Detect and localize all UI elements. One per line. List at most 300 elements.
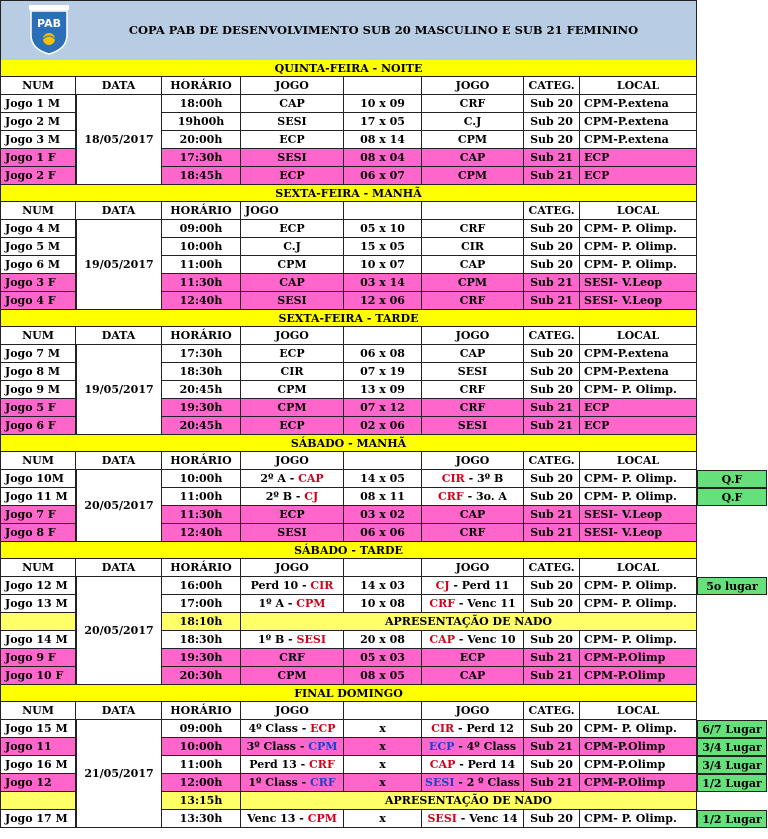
- game-score: 06 x 06: [344, 524, 422, 542]
- column-header: LOCAL: [580, 452, 697, 470]
- game-location: CPM-P.extena: [580, 113, 697, 131]
- game-number: Jogo 7 M: [0, 345, 76, 363]
- team-name: CPM: [307, 812, 337, 825]
- column-header: [344, 202, 422, 220]
- team-away: [422, 470, 524, 488]
- game-category: Sub 21: [524, 149, 580, 167]
- game-number: [0, 613, 76, 631]
- game-number: Jogo 1 F: [0, 149, 76, 167]
- game-score: 20 x 08: [344, 631, 422, 649]
- game-number: Jogo 2 M: [0, 113, 76, 131]
- team-home: ECP: [241, 506, 344, 524]
- game-category: Sub 20: [524, 345, 580, 363]
- game-number: Jogo 4 F: [0, 292, 76, 310]
- game-score: x: [344, 810, 422, 828]
- team-away: CRF: [422, 524, 524, 542]
- game-location: CPM-P.extena: [580, 363, 697, 381]
- pab-logo: [29, 5, 69, 55]
- team-away: CAP: [422, 667, 524, 685]
- game-time: 20:45h: [162, 381, 241, 399]
- game-time: 09:00h: [162, 720, 241, 738]
- game-location: ECP: [580, 417, 697, 435]
- team-away: [422, 774, 524, 792]
- game-number: Jogo 4 M: [0, 220, 76, 238]
- game-time: 17:00h: [162, 595, 241, 613]
- team-name: CRF: [429, 597, 456, 610]
- game-location: CPM- P. Olimp.: [580, 720, 697, 738]
- column-header: DATA: [76, 202, 162, 220]
- team-away: [422, 720, 524, 738]
- game-category: Sub 20: [524, 95, 580, 113]
- game-location: SESI- V.Leop: [580, 506, 697, 524]
- game-number: Jogo 8 F: [0, 524, 76, 542]
- team-seed: - 2 º Class: [454, 776, 520, 789]
- stage-badge: 1/2 Lugar: [697, 774, 767, 792]
- team-away: CRF: [422, 399, 524, 417]
- game-category: Sub 20: [524, 256, 580, 274]
- column-header: CATEG.: [524, 202, 580, 220]
- team-home: ECP: [241, 131, 344, 149]
- game-location: CPM- P. Olimp.: [580, 220, 697, 238]
- game-number: Jogo 15 M: [0, 720, 76, 738]
- game-time: 11:00h: [162, 256, 241, 274]
- game-score: 14 x 03: [344, 577, 422, 595]
- team-home: [241, 488, 344, 506]
- team-away: ECP: [422, 649, 524, 667]
- stage-badge: 6/7 Lugar: [697, 720, 767, 738]
- game-score: 17 x 05: [344, 113, 422, 131]
- game-category: Sub 20: [524, 131, 580, 149]
- team-name: CIR: [431, 722, 455, 735]
- team-home: ECP: [241, 417, 344, 435]
- team-away: CAP: [422, 345, 524, 363]
- stage-badge: 3/4 Lugar: [697, 756, 767, 774]
- banner-text: APRESENTAÇÃO DE NADO: [241, 613, 697, 631]
- game-category: Sub 20: [524, 577, 580, 595]
- team-away: CAP: [422, 256, 524, 274]
- game-date: 19/05/2017: [76, 220, 162, 310]
- team-seed: - 3º B: [464, 472, 504, 485]
- game-category: Sub 20: [524, 720, 580, 738]
- game-category: Sub 21: [524, 399, 580, 417]
- game-category: Sub 21: [524, 649, 580, 667]
- team-home: [241, 577, 344, 595]
- game-score: 12 x 06: [344, 292, 422, 310]
- game-category: Sub 21: [524, 506, 580, 524]
- section-title: SEXTA-FEIRA - MANHÃ: [0, 185, 697, 202]
- column-header: DATA: [76, 452, 162, 470]
- game-time: 19h00h: [162, 113, 241, 131]
- game-score: 06 x 08: [344, 345, 422, 363]
- column-header-row: [0, 77, 697, 95]
- team-away: CPM: [422, 131, 524, 149]
- game-category: Sub 20: [524, 488, 580, 506]
- team-name: SESI: [427, 812, 457, 825]
- game-number: Jogo 10 F: [0, 667, 76, 685]
- game-time: 17:30h: [162, 149, 241, 167]
- game-score: 08 x 11: [344, 488, 422, 506]
- column-header: CATEG.: [524, 702, 580, 720]
- game-number: Jogo 7 F: [0, 506, 76, 524]
- game-time: 10:00h: [162, 738, 241, 756]
- team-seed: - Venc 14: [456, 812, 518, 825]
- game-category: Sub 21: [524, 167, 580, 185]
- banner-text: APRESENTAÇÃO DE NADO: [241, 792, 697, 810]
- column-header: HORÁRIO: [162, 202, 241, 220]
- game-time: 10:00h: [162, 238, 241, 256]
- team-away: CRF: [422, 95, 524, 113]
- team-name: CJ: [304, 490, 319, 503]
- column-header: HORÁRIO: [162, 77, 241, 95]
- game-location: CPM-P.Olimp: [580, 667, 697, 685]
- team-away: [422, 631, 524, 649]
- column-header: [344, 559, 422, 577]
- column-header: DATA: [76, 702, 162, 720]
- team-home: CRF: [241, 649, 344, 667]
- team-away: CPM: [422, 274, 524, 292]
- game-score: 10 x 09: [344, 95, 422, 113]
- game-location: SESI- V.Leop: [580, 274, 697, 292]
- team-seed: Venc 13 -: [247, 812, 308, 825]
- team-home: CIR: [241, 363, 344, 381]
- column-header: HORÁRIO: [162, 559, 241, 577]
- game-number: Jogo 12: [0, 774, 76, 792]
- column-header: JOGO: [422, 559, 524, 577]
- game-number: [0, 792, 76, 810]
- game-time: 20:00h: [162, 131, 241, 149]
- column-header-row: [0, 559, 697, 577]
- game-category: Sub 21: [524, 417, 580, 435]
- game-number: Jogo 11: [0, 738, 76, 756]
- column-header: [344, 702, 422, 720]
- game-score: 15 x 05: [344, 238, 422, 256]
- game-location: CPM- P. Olimp.: [580, 810, 697, 828]
- team-away: CRF: [422, 381, 524, 399]
- team-home: [241, 738, 344, 756]
- game-category: Sub 21: [524, 774, 580, 792]
- team-home: [241, 774, 344, 792]
- game-score: 08 x 05: [344, 667, 422, 685]
- team-seed: - Perd 14: [455, 758, 516, 771]
- game-time: 19:30h: [162, 399, 241, 417]
- game-number: Jogo 14 M: [0, 631, 76, 649]
- game-location: CPM-P.Olimp: [580, 774, 697, 792]
- team-name: ECP: [428, 740, 455, 753]
- column-header: LOCAL: [580, 77, 697, 95]
- team-name: CIR: [310, 579, 334, 592]
- game-score: 03 x 14: [344, 274, 422, 292]
- team-home: CAP: [241, 95, 344, 113]
- game-location: ECP: [580, 167, 697, 185]
- column-header-row: [0, 202, 697, 220]
- game-location: CPM- P. Olimp.: [580, 256, 697, 274]
- game-time: 10:00h: [162, 470, 241, 488]
- team-home: SESI: [241, 113, 344, 131]
- game-location: CPM- P. Olimp.: [580, 470, 697, 488]
- column-header: JOGO: [422, 77, 524, 95]
- team-home: [241, 810, 344, 828]
- team-home: C.J: [241, 238, 344, 256]
- column-header: NUM: [0, 77, 76, 95]
- section-title: FINAL DOMINGO: [0, 685, 697, 702]
- game-category: Sub 20: [524, 810, 580, 828]
- column-header: CATEG.: [524, 77, 580, 95]
- team-home: [241, 756, 344, 774]
- game-number: Jogo 6 F: [0, 417, 76, 435]
- game-location: SESI- V.Leop: [580, 292, 697, 310]
- column-header: NUM: [0, 452, 76, 470]
- team-seed: - Perd 11: [449, 579, 510, 592]
- column-header: JOGO: [422, 452, 524, 470]
- column-header: HORÁRIO: [162, 702, 241, 720]
- game-time: 18:30h: [162, 631, 241, 649]
- section-title: SÁBADO - MANHÃ: [0, 435, 697, 452]
- game-time: 12:00h: [162, 774, 241, 792]
- team-home: ECP: [241, 167, 344, 185]
- team-away: SESI: [422, 363, 524, 381]
- column-header: NUM: [0, 702, 76, 720]
- game-location: CPM-P.Olimp: [580, 649, 697, 667]
- team-seed: 1º A -: [258, 597, 297, 610]
- game-date: 21/05/2017: [76, 720, 162, 828]
- team-away: CIR: [422, 238, 524, 256]
- section-title: SÁBADO - TARDE: [0, 542, 697, 559]
- column-header: NUM: [0, 559, 76, 577]
- column-header: JOGO: [241, 559, 344, 577]
- column-header: JOGO: [422, 702, 524, 720]
- game-number: Jogo 3 F: [0, 274, 76, 292]
- team-away: [422, 488, 524, 506]
- column-header: [344, 327, 422, 345]
- stage-badge: Q.F: [697, 470, 767, 488]
- column-header: HORÁRIO: [162, 452, 241, 470]
- team-name: CAP: [429, 633, 455, 646]
- game-date: 19/05/2017: [76, 345, 162, 435]
- team-seed: - 4º Class: [454, 740, 517, 753]
- game-time: 12:40h: [162, 292, 241, 310]
- page-title: COPA PAB DE DESENVOLVIMENTO SUB 20 MASCULINO E SUB 21 FEMININO: [128, 23, 639, 37]
- game-category: Sub 20: [524, 381, 580, 399]
- column-header: JOGO: [241, 202, 344, 220]
- team-away: CRF: [422, 292, 524, 310]
- column-header: NUM: [0, 327, 76, 345]
- game-location: CPM-P.Olimp: [580, 738, 697, 756]
- game-time: 09:00h: [162, 220, 241, 238]
- game-number: Jogo 8 M: [0, 363, 76, 381]
- team-seed: 2º B -: [265, 490, 305, 503]
- game-number: Jogo 12 M: [0, 577, 76, 595]
- team-away: CRF: [422, 220, 524, 238]
- game-score: 08 x 14: [344, 131, 422, 149]
- game-number: Jogo 5 F: [0, 399, 76, 417]
- game-location: SESI- V.Leop: [580, 524, 697, 542]
- section-title: QUINTA-FEIRA - NOITE: [0, 60, 697, 77]
- game-time: 18:45h: [162, 167, 241, 185]
- game-category: Sub 20: [524, 595, 580, 613]
- game-time: 13:30h: [162, 810, 241, 828]
- column-header-row: [0, 327, 697, 345]
- game-time: 12:40h: [162, 524, 241, 542]
- team-seed: Perd 13 -: [249, 758, 310, 771]
- game-location: CPM-P.Olimp: [580, 756, 697, 774]
- column-header: [422, 202, 524, 220]
- column-header-row: [0, 452, 697, 470]
- team-away: SESI: [422, 417, 524, 435]
- team-home: CPM: [241, 667, 344, 685]
- game-score: 03 x 02: [344, 506, 422, 524]
- team-away: [422, 756, 524, 774]
- game-score: 07 x 12: [344, 399, 422, 417]
- game-number: Jogo 13 M: [0, 595, 76, 613]
- column-header: JOGO: [241, 77, 344, 95]
- game-score: x: [344, 774, 422, 792]
- column-header: LOCAL: [580, 702, 697, 720]
- game-date: 20/05/2017: [76, 470, 162, 542]
- column-header: DATA: [76, 77, 162, 95]
- game-category: Sub 20: [524, 756, 580, 774]
- column-header: CATEG.: [524, 327, 580, 345]
- game-category: Sub 20: [524, 220, 580, 238]
- game-category: Sub 20: [524, 113, 580, 131]
- game-location: CPM- P. Olimp.: [580, 577, 697, 595]
- column-header: JOGO: [241, 327, 344, 345]
- team-seed: 1º B -: [258, 633, 297, 646]
- team-away: CAP: [422, 149, 524, 167]
- game-score: 13 x 09: [344, 381, 422, 399]
- sheet-header: [0, 0, 697, 61]
- column-header: [344, 77, 422, 95]
- game-time: 20:45h: [162, 417, 241, 435]
- team-away: CAP: [422, 506, 524, 524]
- team-home: ECP: [241, 345, 344, 363]
- game-time: 16:00h: [162, 577, 241, 595]
- game-number: Jogo 10M: [0, 470, 76, 488]
- game-category: Sub 21: [524, 292, 580, 310]
- stage-badge: 3/4 Lugar: [697, 738, 767, 756]
- game-time: 11:30h: [162, 274, 241, 292]
- game-score: 08 x 04: [344, 149, 422, 167]
- game-location: CPM-P.extena: [580, 131, 697, 149]
- team-seed: 2º A -: [260, 472, 299, 485]
- team-home: SESI: [241, 524, 344, 542]
- game-score: 07 x 19: [344, 363, 422, 381]
- game-number: Jogo 2 F: [0, 167, 76, 185]
- team-name: CPM: [308, 740, 338, 753]
- section-title: SEXTA-FEIRA - TARDE: [0, 310, 697, 327]
- team-home: CPM: [241, 381, 344, 399]
- team-away: [422, 595, 524, 613]
- game-score: 14 x 05: [344, 470, 422, 488]
- game-number: Jogo 16 M: [0, 756, 76, 774]
- column-header: NUM: [0, 202, 76, 220]
- team-name: CRF: [309, 758, 335, 771]
- game-location: CPM-P.extena: [580, 345, 697, 363]
- column-header: JOGO: [241, 702, 344, 720]
- game-category: Sub 20: [524, 631, 580, 649]
- game-location: ECP: [580, 149, 697, 167]
- game-location: CPM- P. Olimp.: [580, 595, 697, 613]
- team-seed: - Venc 11: [455, 597, 516, 610]
- game-date: 18/05/2017: [76, 95, 162, 185]
- team-home: [241, 470, 344, 488]
- game-time: 11:00h: [162, 488, 241, 506]
- column-header: HORÁRIO: [162, 327, 241, 345]
- column-header: LOCAL: [580, 202, 697, 220]
- stage-badge: 1/2 Lugar: [697, 810, 767, 828]
- game-time: 18:30h: [162, 363, 241, 381]
- game-number: Jogo 1 M: [0, 95, 76, 113]
- team-away: [422, 810, 524, 828]
- game-number: Jogo 5 M: [0, 238, 76, 256]
- team-name: CAP: [298, 472, 324, 485]
- column-header: DATA: [76, 559, 162, 577]
- column-header-row: [0, 702, 697, 720]
- team-away: [422, 738, 524, 756]
- svg-text:PAB: PAB: [37, 17, 61, 30]
- team-away: [422, 577, 524, 595]
- team-name: CRF: [438, 490, 464, 503]
- game-category: Sub 20: [524, 470, 580, 488]
- team-seed: - 3o. A: [463, 490, 507, 503]
- game-location: CPM- P. Olimp.: [580, 381, 697, 399]
- team-seed: 4º Class -: [248, 722, 311, 735]
- game-time: 11:00h: [162, 756, 241, 774]
- game-number: Jogo 11 M: [0, 488, 76, 506]
- game-score: 05 x 03: [344, 649, 422, 667]
- column-header: CATEG.: [524, 559, 580, 577]
- team-seed: Perd 10 -: [250, 579, 311, 592]
- game-location: ECP: [580, 399, 697, 417]
- column-header: [344, 452, 422, 470]
- game-score: 10 x 07: [344, 256, 422, 274]
- game-time: 20:30h: [162, 667, 241, 685]
- stage-badge: 5o lugar: [697, 577, 767, 595]
- stage-badge: Q.F: [697, 488, 767, 506]
- column-header: JOGO: [241, 452, 344, 470]
- team-home: [241, 631, 344, 649]
- game-score: 10 x 08: [344, 595, 422, 613]
- game-time: 18:00h: [162, 95, 241, 113]
- game-location: CPM- P. Olimp.: [580, 488, 697, 506]
- game-category: Sub 20: [524, 363, 580, 381]
- team-name: CPM: [296, 597, 326, 610]
- team-name: ECP: [310, 722, 336, 735]
- team-seed: - Perd 12: [454, 722, 514, 735]
- game-score: x: [344, 738, 422, 756]
- team-away: CPM: [422, 167, 524, 185]
- team-seed: 3º Class -: [246, 740, 309, 753]
- game-location: CPM- P. Olimp.: [580, 631, 697, 649]
- game-number: Jogo 17 M: [0, 810, 76, 828]
- game-score: 02 x 06: [344, 417, 422, 435]
- column-header: LOCAL: [580, 559, 697, 577]
- game-number: Jogo 6 M: [0, 256, 76, 274]
- team-home: CAP: [241, 274, 344, 292]
- team-name: SESI: [296, 633, 326, 646]
- game-number: Jogo 9 M: [0, 381, 76, 399]
- game-category: Sub 21: [524, 524, 580, 542]
- game-number: Jogo 9 F: [0, 649, 76, 667]
- game-location: CPM-P.extena: [580, 95, 697, 113]
- game-category: Sub 21: [524, 738, 580, 756]
- team-name: CIR: [441, 472, 465, 485]
- team-home: CPM: [241, 256, 344, 274]
- game-time: 17:30h: [162, 345, 241, 363]
- game-category: Sub 20: [524, 238, 580, 256]
- game-time: 13:15h: [162, 792, 241, 810]
- team-seed: - Venc 10: [454, 633, 516, 646]
- column-header: LOCAL: [580, 327, 697, 345]
